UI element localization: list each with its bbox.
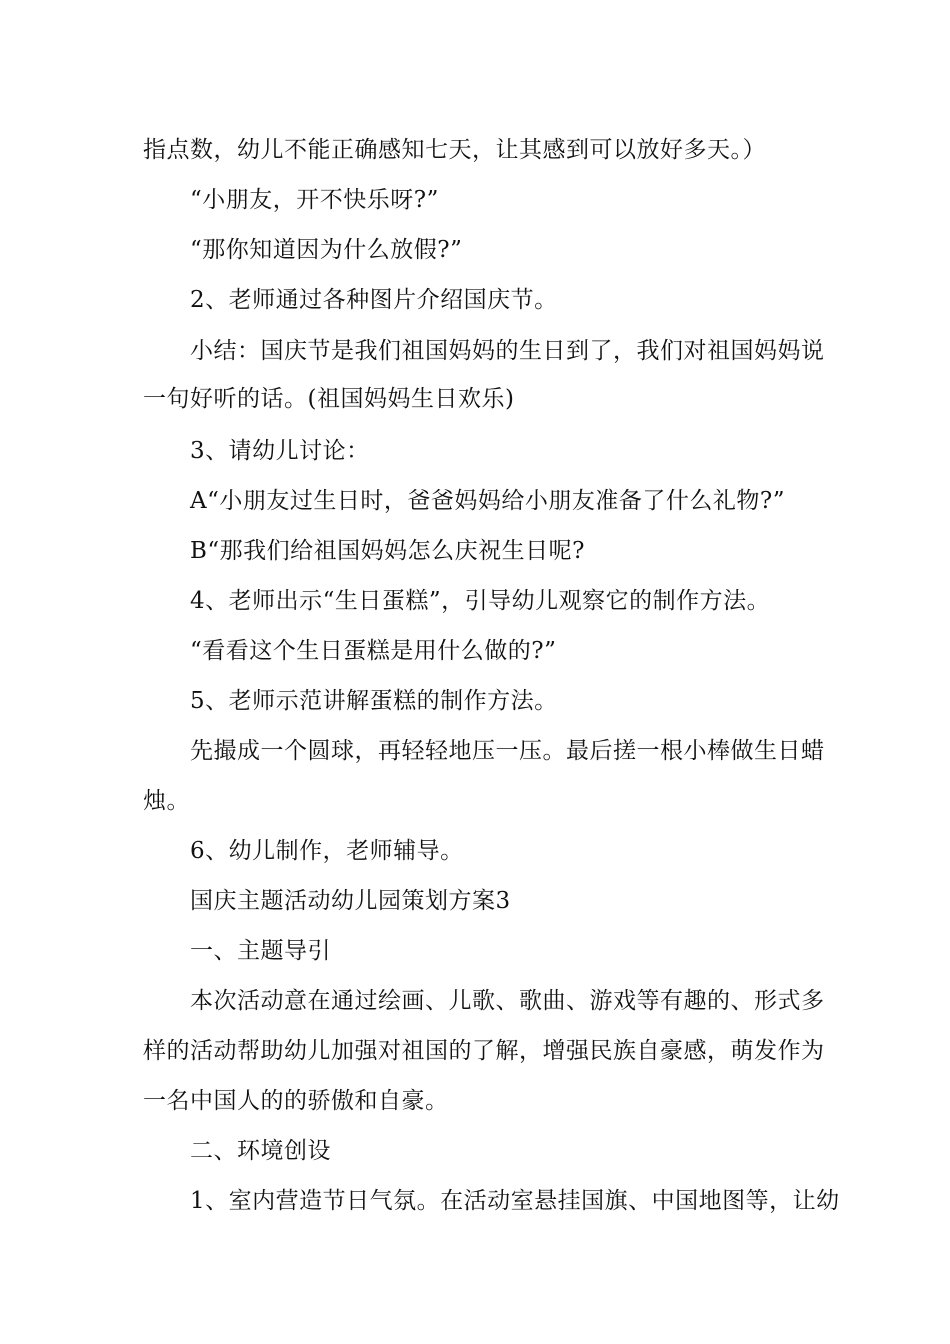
text-line: 烛。: [143, 788, 190, 814]
question-line: A“小朋友过生日时，爸爸妈妈给小朋友准备了什么礼物?”: [190, 488, 785, 514]
step-heading: 5、老师示范讲解蛋糕的制作方法。: [190, 688, 558, 714]
step-heading: 3、请幼儿讨论：: [190, 438, 370, 464]
question-line: B“那我们给祖国妈妈怎么庆祝生日呢?: [190, 538, 585, 564]
text-line: 小结：国庆节是我们祖国妈妈的生日到了，我们对祖国妈妈说: [190, 338, 825, 364]
text-line: 样的活动帮助幼儿加强对祖国的了解，增强民族自豪感，萌发作为: [143, 1038, 825, 1064]
step-heading: 6、幼儿制作，老师辅导。: [190, 838, 464, 864]
text-line: 先撮成一个圆球，再轻轻地压一压。最后搓一根小棒做生日蜡: [190, 738, 825, 764]
step-heading: 2、老师通过各种图片介绍国庆节。: [190, 287, 558, 313]
section-title: 国庆主题活动幼儿园策划方案3: [190, 888, 511, 914]
text-line: 指点数，幼儿不能正确感知七天，让其感到可以放好多天。）: [143, 137, 766, 163]
text-line: 一句好听的话。(祖国妈妈生日欢乐): [143, 386, 515, 412]
step-heading: 4、老师出示“生日蛋糕”，引导幼儿观察它的制作方法。: [190, 588, 771, 614]
text-line: 一名中国人的的骄傲和自豪。: [143, 1088, 449, 1114]
section-heading: 二、环境创设: [190, 1138, 331, 1164]
quote-line: “看看这个生日蛋糕是用什么做的?”: [190, 638, 557, 664]
section-heading: 一、主题导引: [190, 938, 331, 964]
quote-line: “那你知道因为什么放假?”: [190, 237, 463, 263]
text-line: 本次活动意在通过绘画、儿歌、歌曲、游戏等有趣的、形式多: [190, 988, 825, 1014]
quote-line: “小朋友，开不快乐呀?”: [190, 187, 439, 213]
text-line: 1、室内营造节日气氛。在活动室悬挂国旗、中国地图等，让幼: [190, 1188, 840, 1214]
